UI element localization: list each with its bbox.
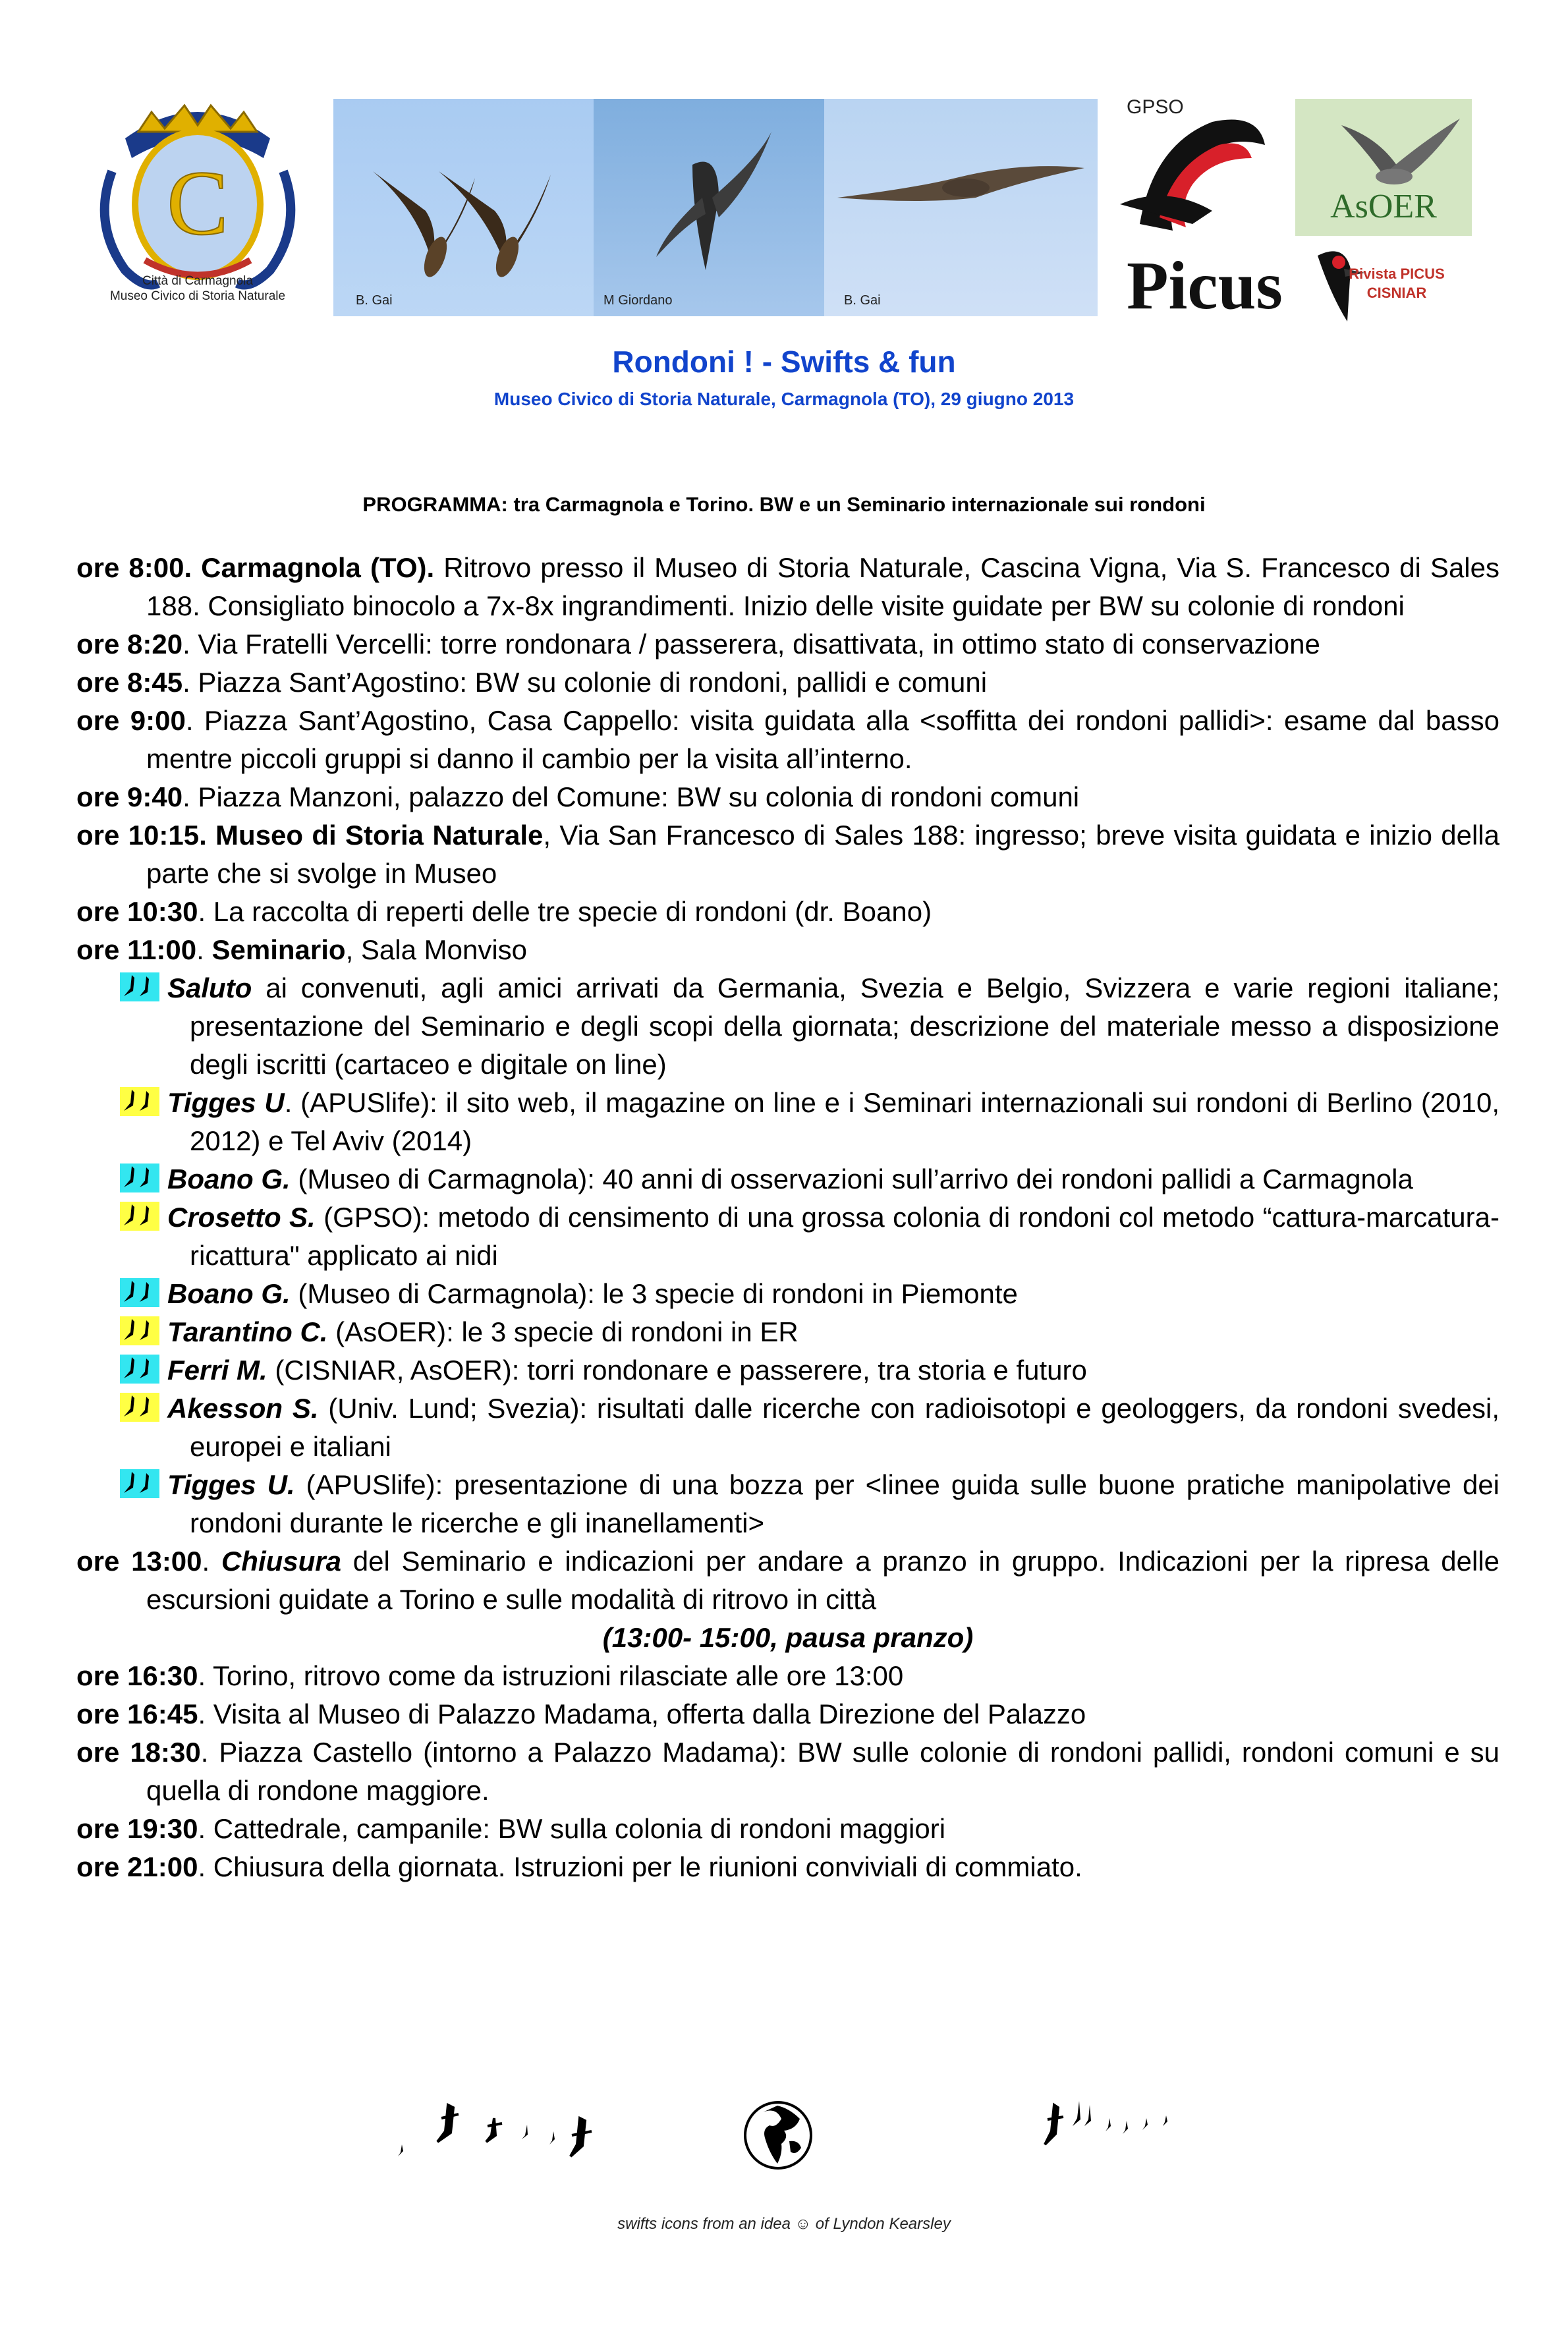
talk-text: . (APUSlife): il sito web, il magazine on line e i Seminari internazionali sui rondoni di Berlino (2010, 2012) e Tel Aviv (2014) <box>190 1087 1499 1156</box>
page-subtitle: Museo Civico di Storia Naturale, Carmagnola (TO), 29 giugno 2013 <box>493 389 1075 409</box>
entry-time: ore 10:15. <box>76 820 207 851</box>
program-entry <box>76 778 1499 816</box>
swift-bullet-icon <box>120 1278 159 1307</box>
program-entry <box>76 1733 1499 1810</box>
entry-time: ore 8:00. <box>76 552 192 583</box>
seminar-talk <box>76 1351 1499 1389</box>
entry-text: . Piazza Castello (intorno a Palazzo Madama): BW sulle colonie di rondoni pallidi, rondoni comuni e su quella di rondone maggiore. <box>146 1737 1500 1806</box>
swift-photo-1 <box>333 99 594 316</box>
seminar-talk <box>76 1466 1499 1542</box>
svg-text:C: C <box>167 152 229 254</box>
entry-time: ore 21:00 <box>76 1851 198 1882</box>
swift-bullet-icon <box>120 1202 159 1231</box>
entry-text: . Piazza Sant’Agostino, Casa Cappello: visita guidata alla <soffitta dei rondoni pallidi>: esame dal basso mentre piccoli gruppi si danno il cambio per la visita all’interno. <box>146 705 1500 774</box>
entry-text: . Via Fratelli Vercelli: torre rondonara / passerera, disattivata, in ottimo stato di conservazione <box>182 629 1320 659</box>
photo-credit-3: B. Gai <box>844 293 881 308</box>
talk-text: (CISNIAR, AsOER): torri rondonare e passerere, tra storia e futuro <box>267 1355 1087 1386</box>
picus-logo-sub2: CISNIAR <box>1366 285 1427 301</box>
program-entry <box>76 702 1499 778</box>
talk-speaker: Tigges U. <box>167 1469 295 1500</box>
entry-time: ore 8:45 <box>76 667 183 698</box>
program-entry <box>76 931 1499 969</box>
swift-photo-3 <box>824 99 1098 316</box>
swift-bullet-icon <box>120 1393 159 1422</box>
program-entry <box>76 625 1499 663</box>
entry-time: ore 11:00 <box>76 934 197 965</box>
entry-time: ore 8:20 <box>76 629 183 659</box>
swift-photo-1-birds <box>333 99 594 316</box>
talk-speaker: Akesson S. <box>167 1393 319 1424</box>
entry-text: . Piazza Sant’Agostino: BW su colonie di rondoni, pallidi e comuni <box>182 667 988 698</box>
swift-bullet-icon <box>120 1316 159 1345</box>
entry-text-2: , Sala Monviso <box>345 934 528 965</box>
talk-speaker: Tarantino C. <box>167 1316 328 1347</box>
swift-photo-3-bird <box>824 99 1098 316</box>
seminar-talk <box>76 1275 1499 1313</box>
talk-speaker: Boano G. <box>167 1164 291 1194</box>
program-list <box>76 549 1499 1886</box>
entry-time: ore 9:00 <box>76 705 186 736</box>
entry-time: ore 9:40 <box>76 781 183 812</box>
entry-text: . Cattedrale, campanile: BW sulla colonia di rondoni maggiori <box>198 1813 946 1844</box>
talk-text: (GPSO): metodo di censimento di una grossa colonia di rondoni col metodo “cattura-marcatura-ricattura" applicato ai nidi <box>190 1202 1499 1271</box>
lunch-break: (13:00- 15:00, pausa pranzo) <box>602 1622 974 1653</box>
crest-caption-line2: Museo Civico di Storia Naturale <box>109 289 286 303</box>
seminar-talk <box>76 969 1499 1084</box>
swift-silhouettes-left-icon <box>395 2092 593 2164</box>
seminar-talk <box>76 1084 1499 1160</box>
asoer-logo-graphic <box>1295 99 1472 236</box>
gpso-logo-text: GPSO <box>1127 96 1184 118</box>
entry-text: , Via San Francesco di Sales 188: ingresso; breve visita guidata e inizio della parte che si svolge in Museo <box>146 820 1499 889</box>
asoer-logo-text: AsOER <box>1330 188 1437 225</box>
globe-icon <box>743 2100 813 2170</box>
entry-time: ore 18:30 <box>76 1737 201 1768</box>
entry-bold: Chiusura <box>221 1546 341 1577</box>
swift-bullet-icon <box>120 1469 159 1498</box>
entry-text: . Visita al Museo di Palazzo Madama, offerta dalla Direzione del Palazzo <box>198 1698 1086 1729</box>
talk-text: ai convenuti, agli amici arrivati da Germania, Svezia e Belgio, Svizzera e varie regioni italiane; presentazione del Seminario e degli scopi della giornata; descrizione del materiale messo a disposizione degli iscritti (cartaceo e digitale on line) <box>190 972 1499 1080</box>
entry-time: ore 16:45 <box>76 1698 198 1729</box>
entry-text: . Chiusura della giornata. Istruzioni per le riunioni conviviali di commiato. <box>198 1851 1082 1882</box>
entry-text: Ritrovo presso il Museo di Storia Naturale, Cascina Vigna, Via S. Francesco di Sales 188. Consigliato binocolo a 7x-8x ingrandimenti. Inizio delle visite guidate per BW su colonie di rondoni <box>146 552 1499 621</box>
crest-caption-line1: Città di Carmagnola <box>142 274 253 288</box>
seminar-talk <box>76 1198 1499 1275</box>
program-entry <box>76 663 1499 702</box>
program-entry <box>76 1695 1499 1733</box>
talk-speaker: Boano G. <box>167 1278 291 1309</box>
entry-text-2: del Seminario e indicazioni per andare a pranzo in gruppo. Indicazioni per la ripresa delle escursioni guidate a Torino e sulle modalità di ritrovo in città <box>146 1546 1500 1615</box>
entry-text: . <box>202 1546 221 1577</box>
swift-bullet-icon <box>120 1355 159 1384</box>
entry-place: Museo di Storia Naturale <box>206 820 544 851</box>
talk-text: (Univ. Lund; Svezia): risultati dalle ricerche con radioisotopi e geologgers, da rondoni svedesi, europei e italiani <box>190 1393 1499 1462</box>
talk-text: (APUSlife): presentazione di una bozza per <linee guida sulle buone pratiche manipolative dei rondoni durante le ricerche e gli inanellamenti> <box>190 1469 1500 1538</box>
talk-text: (Museo di Carmagnola): 40 anni di osservazioni sull’arrivo dei rondoni pallidi a Carmagnola <box>290 1164 1413 1194</box>
picus-logo-text: Picus <box>1127 248 1283 323</box>
crest-caption <box>86 273 310 304</box>
entry-place: Seminario <box>211 934 346 965</box>
photo-credit-2: M Giordano <box>603 293 673 308</box>
program-entry-closing <box>76 1542 1499 1619</box>
asoer-logo <box>1295 99 1472 236</box>
picus-logo-sub1: Rivista PICUS <box>1349 266 1445 282</box>
entry-text: . La raccolta di reperti delle tre specie di rondoni (dr. Boano) <box>198 896 932 927</box>
swift-photo-strip <box>333 99 1098 316</box>
swift-silhouettes-right-icon <box>1041 2092 1173 2164</box>
program-entry <box>76 816 1499 893</box>
gpso-logo <box>1113 92 1278 237</box>
talk-text: (AsOER): le 3 specie di rondoni in ER <box>327 1316 798 1347</box>
talk-speaker: Crosetto S. <box>167 1202 316 1233</box>
footer-credit: swifts icons from an idea ☺ of Lyndon Kearsley <box>617 2215 951 2233</box>
seminar-talk <box>76 1160 1499 1198</box>
swift-bullet-icon <box>120 1164 159 1192</box>
entry-text: . <box>196 934 212 965</box>
picus-logo <box>1120 242 1476 331</box>
talk-speaker: Saluto <box>167 972 252 1003</box>
entry-place: Carmagnola (TO). <box>192 552 435 583</box>
entry-time: ore 13:00 <box>76 1546 202 1577</box>
swift-bullet-icon <box>120 1087 159 1116</box>
talk-speaker: Tigges U <box>167 1087 285 1118</box>
programma-heading: PROGRAMMA: tra Carmagnola e Torino. BW e un Seminario internazionale sui rondoni <box>362 493 1206 516</box>
entry-text: . Torino, ritrovo come da istruzioni rilasciate alle ore 13:00 <box>198 1660 904 1691</box>
entry-time: ore 16:30 <box>76 1660 198 1691</box>
photo-credit-1: B. Gai <box>356 293 393 308</box>
program-entry <box>76 893 1499 931</box>
talk-speaker: Ferri M. <box>167 1355 267 1386</box>
seminar-talk <box>76 1313 1499 1351</box>
swift-bullet-icon <box>120 972 159 1001</box>
program-entry <box>76 1810 1499 1848</box>
program-entry <box>76 1657 1499 1695</box>
swift-photo-2 <box>594 99 824 316</box>
page-title: Rondoni ! - Swifts & fun <box>612 345 956 379</box>
entry-time: ore 10:30 <box>76 896 198 927</box>
talk-text: (Museo di Carmagnola): le 3 specie di rondoni in Piemonte <box>290 1278 1018 1309</box>
entry-time: ore 19:30 <box>76 1813 198 1844</box>
seminar-talk <box>76 1389 1499 1466</box>
program-entry <box>76 549 1499 625</box>
swift-photo-2-bird <box>594 99 824 316</box>
entry-text: . Piazza Manzoni, palazzo del Comune: BW su colonia di rondoni comuni <box>182 781 1080 812</box>
program-entry <box>76 1848 1499 1886</box>
